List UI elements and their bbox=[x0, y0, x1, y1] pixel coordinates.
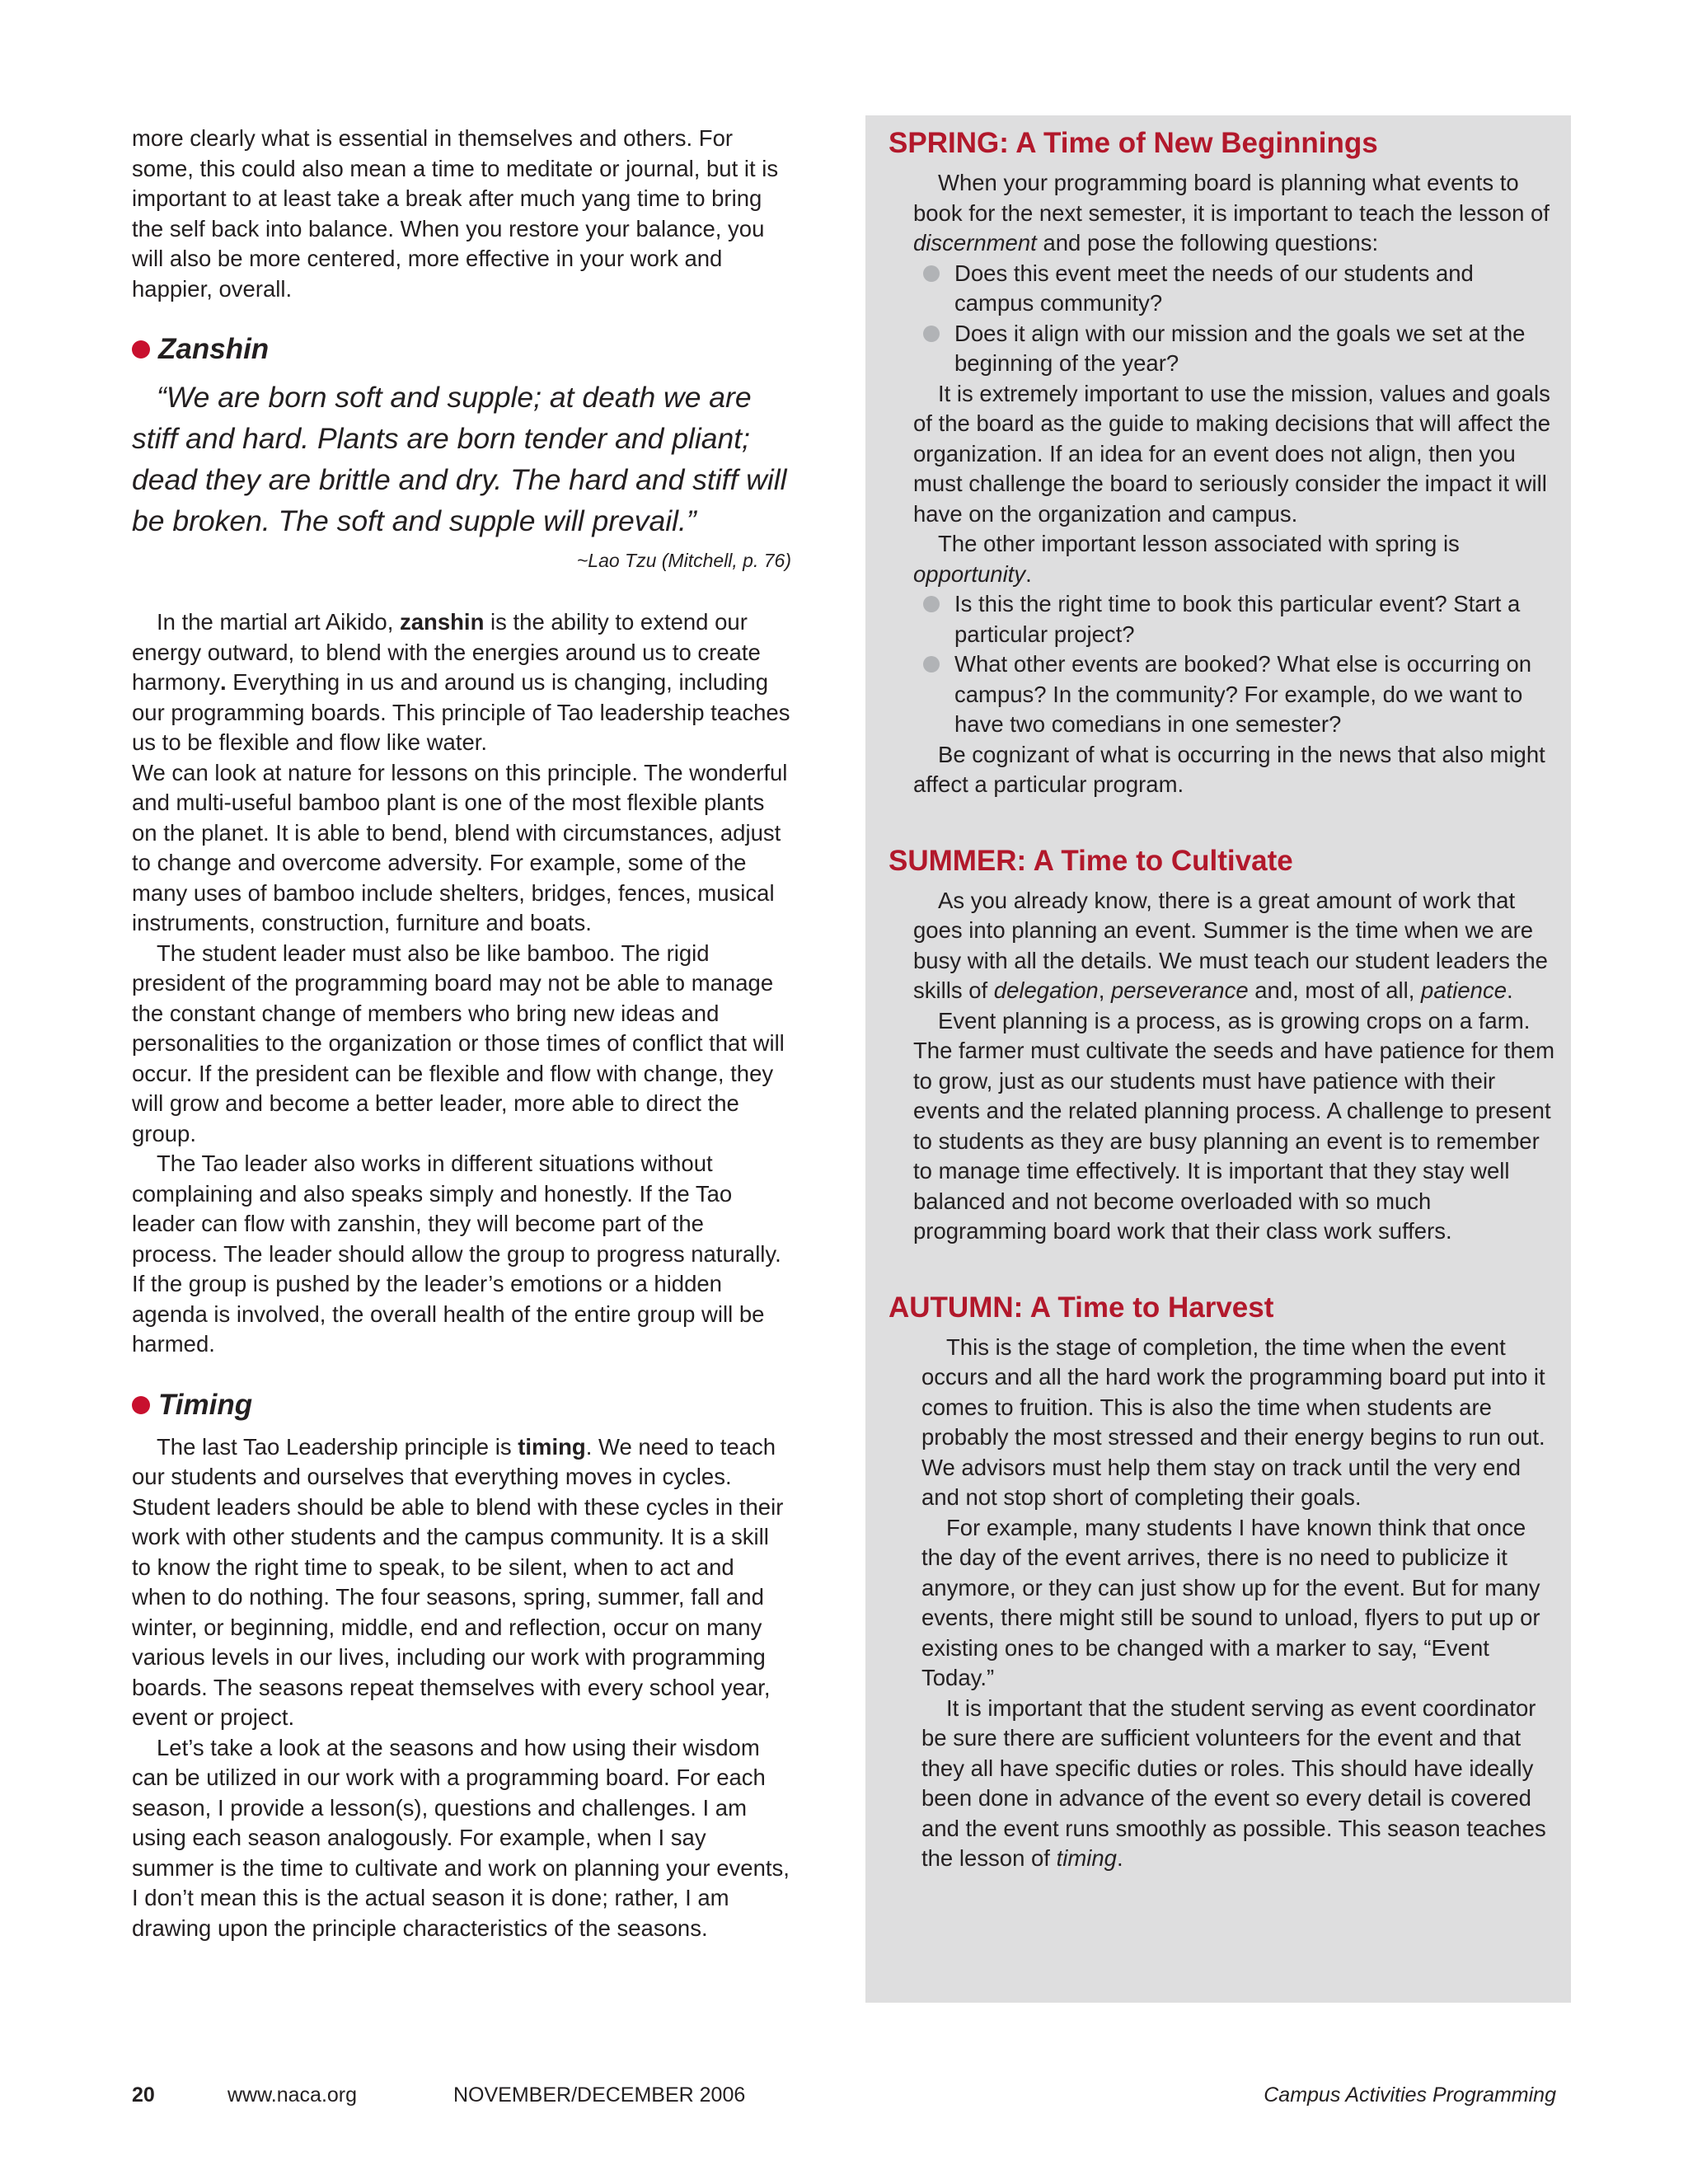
autumn-paragraph-1: This is the stage of completion, the time when the event occurs and all the hard work the programming board put into it comes to fruition. This is also the time when students are probably the most stressed and their energy begins to run out. We advisors must help them stay on track until the very end and not stop short of completing their goals. bbox=[921, 1333, 1545, 1510]
footer-publication: Campus Activities Programming bbox=[1264, 2083, 1556, 2107]
quote-text: “We are born soft and supple; at death we are stiff and hard. Plants are born tender and pliant; dead they are brittle and dry. The hard and stiff will be broken. The soft and supple will prevail.” bbox=[132, 381, 787, 537]
timing-heading-text: Timing bbox=[158, 1388, 253, 1421]
spring-paragraph-2: It is extremely important to use the mission, values and goals of the board as the guide to making decisions that will affect the organization. If an idea for an event does not align, then you must challenge the board to seriously consider the impact it will have on the organization and campus. bbox=[913, 380, 1551, 527]
term-patience: patience bbox=[1421, 977, 1507, 1003]
text-run: . bbox=[1116, 1845, 1123, 1871]
summer-paragraph-2: Event planning is a process, as is growing crops on a farm. The farmer must cultivate the seeds and have patience for them to grow, just as our students must have patience with their events and the related planning process. A challenge to present to students as they are busy planning an event is to remember to manage time effectively. It is important that they stay well balanced and not become overloaded with so much programming board work that their class work suffers. bbox=[913, 1007, 1555, 1244]
timing-paragraph-1 bbox=[132, 1432, 791, 1733]
text-run: . bbox=[1025, 560, 1032, 587]
text-run: . We need to teach our students and ourselves that everything moves in cycles. Student leaders should be able to blend with these cycles in their work with other students and the campus community. It is a skill to know the right time to speak, to be silent, when to act and when to do nothing. The four seasons, spring, summer, fall and winter, or beginning, middle, end and reflection, occur on many various levels in our lives, including our work with programming boards. The seasons repeat themselves with every school year, event or project. bbox=[132, 1433, 784, 1730]
text-run: When your programming board is planning what events to book for the next semester, it is important to teach the lesson of bbox=[913, 170, 1550, 226]
list-item: Is this the right time to book this particular event? Start a particular project? bbox=[913, 589, 1556, 649]
zanshin-paragraph-1 bbox=[132, 607, 791, 758]
spring-paragraph-1 bbox=[913, 168, 1556, 259]
term-zanshin: zanshin bbox=[400, 609, 485, 635]
summer-body bbox=[889, 886, 1556, 1247]
sidebar-content bbox=[889, 125, 1556, 1874]
spring-body bbox=[889, 168, 1556, 800]
text-run: , bbox=[1098, 977, 1105, 1003]
page-number: 20 bbox=[132, 2083, 155, 2107]
timing-paragraph-2: Let’s take a look at the seasons and how using their wisdom can be utilized in our work with a programming board. For each season, I provide a lesson(s), questions and challenges. I am using each season analogously. For example, when I say summer is the time to cultivate and work on planning your events, I don’t mean this is the actual season it is done; rather, I am drawing upon the principle characteristics of the seasons. bbox=[132, 1734, 790, 1941]
timing-heading bbox=[132, 1388, 791, 1422]
footer-issue-date: NOVEMBER/DECEMBER 2006 bbox=[453, 2083, 746, 2107]
autumn-paragraph-3 bbox=[921, 1694, 1556, 1874]
term-discernment: discernment bbox=[913, 230, 1037, 255]
summer-paragraph-1 bbox=[913, 886, 1556, 1006]
zanshin-heading-text: Zanshin bbox=[158, 333, 270, 365]
zanshin-paragraph-2: We can look at nature for lessons on this principle. The wonderful and multi-useful bamboo plant is one of the most flexible plants on the planet. It is able to bend, blend with circumstances, adjust to change and overcome adversity. For example, some of the many uses of bamboo include shelters, bridges, fences, musical instruments, construction, furniture and boats. bbox=[132, 759, 788, 935]
text-run: . bbox=[1507, 977, 1513, 1003]
section-gap bbox=[889, 1247, 1556, 1290]
spring-questions-1 bbox=[913, 259, 1556, 379]
summer-heading: SUMMER: A Time to Cultivate bbox=[889, 844, 1293, 877]
autumn-heading: AUTUMN: A Time to Harvest bbox=[889, 1291, 1274, 1324]
text-run: The last Tao Leadership principle is bbox=[157, 1433, 512, 1460]
spring-paragraph-4: Be cognizant of what is occurring in the news that also might affect a particular program. bbox=[913, 741, 1545, 797]
left-column bbox=[132, 124, 791, 1943]
text-run: and pose the following questions: bbox=[1043, 230, 1379, 255]
text-run: As you already know, there is a great amount of work that goes into planning an event. Summer is the time when we are busy with all the details. We must teach our student leaders the skills of bbox=[913, 887, 1548, 1003]
footer-url: www.naca.org bbox=[227, 2083, 358, 2107]
text-run: Everything in us and around us is changing, including our programming boards. This principle of Tao leadership teaches us to be flexible and flow like water. bbox=[132, 669, 790, 755]
autumn-paragraph-2: For example, many students I have known think that once the day of the event arrives, there is no need to publicize it anymore, or they can just show up for the event. But for many events, there might still be sound to unload, flyers to put up or existing ones to be changed with a marker to say, “Event Today.” bbox=[921, 1514, 1540, 1690]
text-run: It is important that the student serving as event coordinator be sure there are sufficient volunteers for the event and that they all have specific duties or roles. This should have ideally been done in advance of the event so every detail is covered and the event runs smoothly as possible. This season teaches the lesson of bbox=[921, 1694, 1546, 1871]
spring-paragraph-3 bbox=[913, 529, 1556, 589]
intro-paragraph: more clearly what is essential in themselves and others. For some, this could also mean a time to meditate or journal, but it is important to at least take a break after much yang time to bring the self back into balance. When you restore your balance, you will also be more centered, more effective in your work and happier, overall. bbox=[132, 125, 779, 302]
section-gap bbox=[889, 800, 1556, 843]
list-item: Does it align with our mission and the goals we set at the beginning of the year? bbox=[913, 319, 1556, 379]
term-timing: timing bbox=[1056, 1845, 1117, 1871]
autumn-body bbox=[889, 1333, 1556, 1874]
spring-questions-2 bbox=[913, 589, 1556, 740]
list-item: Does this event meet the needs of our students and campus community? bbox=[913, 259, 1556, 319]
seasons-sidebar bbox=[865, 115, 1571, 2003]
text-run: is the ability to extend our energy outward, to blend with the energies around us to create harmony bbox=[132, 609, 761, 695]
zanshin-heading bbox=[132, 332, 791, 367]
quote-attribution: ~Lao Tzu (Mitchell, p. 76) bbox=[576, 550, 791, 571]
red-bullet-icon bbox=[132, 1396, 150, 1414]
term-timing: timing bbox=[518, 1433, 586, 1460]
term-opportunity: opportunity bbox=[913, 560, 1026, 587]
term-perseverance: perseverance bbox=[1111, 977, 1249, 1003]
zanshin-paragraph-4: The Tao leader also works in different situations without complaining and also speaks simply and honestly. If the Tao leader can flow with zanshin, they will become part of the process. The leader should allow the group to progress naturally. If the group is pushed by the leader’s emotions or a hidden agenda is involved, the overall health of the entire group will be harmed. bbox=[132, 1151, 781, 1357]
zanshin-paragraph-3: The student leader must also be like bamboo. The rigid president of the programming board may not be able to manage the constant change of members who bring new ideas and personalities to the organization or those times of conflict that will occur. If the president can be flexible and flow with change, they will grow and become a better leader, more able to direct the group. bbox=[132, 940, 785, 1146]
text-run: In the martial art Aikido, bbox=[157, 609, 394, 635]
text-run: and, most of all, bbox=[1254, 977, 1415, 1003]
lao-tzu-quote bbox=[132, 377, 791, 541]
list-item: What other events are booked? What else is occurring on campus? In the community? For example, do we want to have two comedians in one semester? bbox=[913, 649, 1556, 740]
text-run: The other important lesson associated with spring is bbox=[938, 531, 1460, 556]
bold-period: . bbox=[220, 669, 227, 695]
term-delegation: delegation bbox=[993, 977, 1099, 1003]
spring-heading: SPRING: A Time of New Beginnings bbox=[889, 127, 1378, 159]
red-bullet-icon bbox=[132, 340, 150, 359]
